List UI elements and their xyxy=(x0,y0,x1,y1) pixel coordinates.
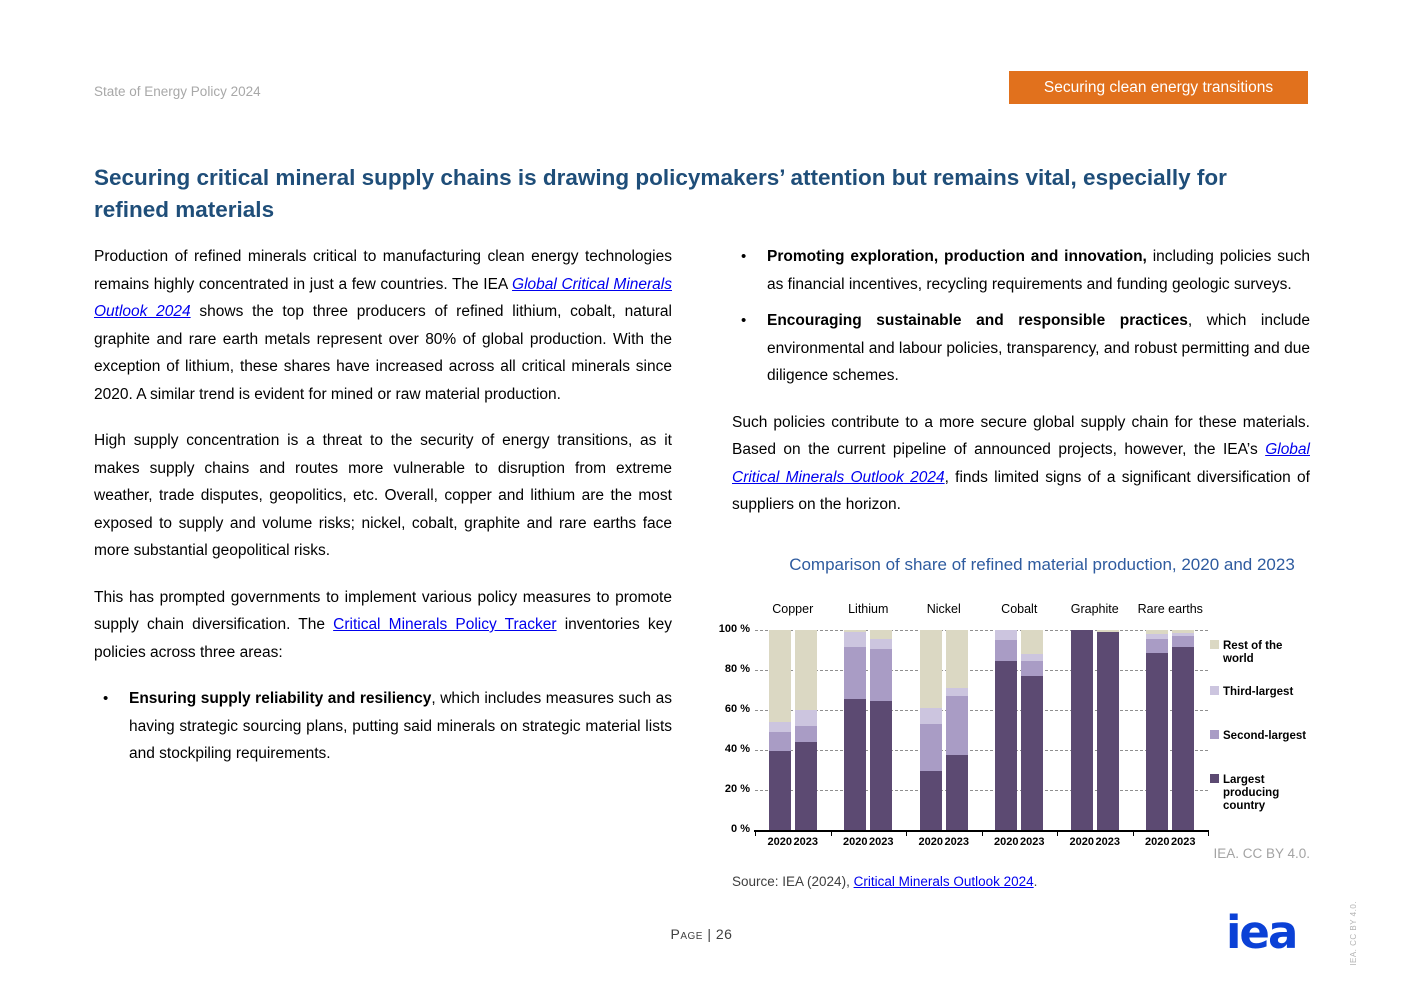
bullet-rest-text: including policies such as financial incentives, recycling requirements and funding geologic surveys. xyxy=(767,248,1310,293)
bar-segment xyxy=(1172,636,1194,647)
bar-segment xyxy=(946,688,968,696)
bar-segment xyxy=(795,630,817,710)
bar-segment xyxy=(946,696,968,755)
bar-segment xyxy=(1172,633,1194,636)
axis-tick xyxy=(982,831,983,836)
bullet-bold-text: Encouraging sustainable and responsible practices xyxy=(767,312,1188,329)
left-column xyxy=(94,243,672,777)
y-tick-label: 60 % xyxy=(724,703,750,715)
bar-segment xyxy=(1071,630,1093,830)
gcmo-link[interactable]: Global Critical Minerals Outlook 2024 xyxy=(94,275,672,320)
bullet-bold-text: Ensuring supply reliability and resiliency xyxy=(129,690,432,707)
x-tick-label: 2023 xyxy=(1171,836,1196,848)
source-link[interactable]: Critical Minerals Outlook 2024 xyxy=(853,874,1034,889)
axis-tick xyxy=(906,831,907,836)
bullet-promoting xyxy=(732,243,1310,298)
y-tick-label: 80 % xyxy=(724,663,750,675)
bar-segment xyxy=(769,732,791,751)
paragraph-policy-measures xyxy=(94,584,672,667)
axis-tick xyxy=(755,831,756,836)
source-line xyxy=(732,874,1037,889)
rp-text-after: , finds limited signs of a significant diversification of suppliers on the horizon. xyxy=(732,468,1310,513)
legend-swatch xyxy=(1210,730,1219,739)
source-suffix: . xyxy=(1033,874,1038,889)
paragraph-such-policies xyxy=(732,409,1310,519)
x-tick-label: 2020 xyxy=(843,836,868,848)
bar-segment xyxy=(1146,639,1168,653)
bar-segment xyxy=(995,630,1017,640)
paragraph-production xyxy=(94,243,672,408)
bar-segment xyxy=(995,661,1017,830)
side-copyright: IEA. CC BY 4.0. xyxy=(1349,901,1358,966)
legend-item xyxy=(1210,730,1306,743)
bar-segment xyxy=(795,742,817,830)
category-label: Lithium xyxy=(848,602,889,616)
category-label: Copper xyxy=(772,602,814,616)
category-label: Rare earths xyxy=(1137,602,1203,616)
legend-swatch xyxy=(1210,774,1219,783)
bar-segment xyxy=(946,755,968,830)
bullet-rest-text: , which includes measures such as having strategic sourcing plans, putting said minerals on strategic material lists and stockpiling requirements. xyxy=(129,690,672,762)
bar-segment xyxy=(946,630,968,688)
x-tick-label: 2023 xyxy=(869,836,894,848)
y-tick-label: 0 % xyxy=(731,823,750,835)
x-tick-label: 2020 xyxy=(767,836,792,848)
bar-segment xyxy=(1146,630,1168,634)
iea-logo: iea xyxy=(1226,906,1297,959)
x-tick-label: 2020 xyxy=(994,836,1019,848)
bar-segment xyxy=(920,630,942,708)
bar-segment xyxy=(1021,630,1043,654)
rp-text-before: Such policies contribute to a more secure global supply chain for these materials. Based on the current pipeline of announced projects, however, the IEA’s xyxy=(732,413,1310,458)
section-banner: Securing clean energy transitions xyxy=(1009,71,1308,104)
category-label: Nickel xyxy=(926,602,961,616)
bar-segment xyxy=(870,649,892,701)
bar-segment xyxy=(870,639,892,649)
bar-segment xyxy=(795,710,817,726)
bar-segment xyxy=(769,751,791,830)
bar-segment xyxy=(1146,653,1168,830)
gridline-40 xyxy=(755,750,1208,751)
doc-title: State of Energy Policy 2024 xyxy=(94,84,261,99)
bar-segment xyxy=(844,632,866,647)
page-heading: Securing critical mineral supply chains is drawing policymakers’ attention but remains vital, especially for refined materials xyxy=(94,165,1227,222)
bar-segment xyxy=(920,771,942,830)
bar-segment xyxy=(844,699,866,830)
p3-text-after: inventories key policies across three areas: xyxy=(94,616,672,661)
y-tick-label: 40 % xyxy=(724,743,750,755)
y-tick-label: 100 % xyxy=(718,623,750,635)
bullet-rest-text: , which include environmental and labour policies, transparency, and robust permitting and due diligence schemes. xyxy=(767,312,1310,384)
bullet-encouraging xyxy=(732,307,1310,390)
axis-tick xyxy=(1057,831,1058,836)
bar-segment xyxy=(795,726,817,742)
bullet-bold-text: Promoting exploration, production and innovation, xyxy=(767,248,1147,265)
y-tick-label: 20 % xyxy=(724,783,750,795)
bar-segment xyxy=(844,630,866,632)
policy-tracker-link[interactable]: Critical Minerals Policy Tracker xyxy=(333,616,557,633)
bar-segment xyxy=(1021,661,1043,676)
axis-tick xyxy=(831,831,832,836)
p3-text-before: This has prompted governments to implement various policy measures to promote supply chain diversification. The xyxy=(94,588,672,633)
legend-label: Largest producing country xyxy=(1223,774,1280,812)
bar-segment xyxy=(870,701,892,830)
x-tick-label: 2023 xyxy=(793,836,818,848)
bullet-ensuring-supply xyxy=(94,685,672,768)
x-tick-label: 2023 xyxy=(944,836,969,848)
legend-swatch xyxy=(1210,686,1219,695)
paragraph-concentration: High supply concentration is a threat to the security of energy transitions, as it makes supply chains and routes more vulnerable to disruption from extreme weather, trade disputes, geopolitics, etc. Overall, copper and lithium are the most exposed to supply and volume risks; nickel, cobalt, graphite and rare earths face more substantial geopolitical risks. xyxy=(94,432,672,559)
source-prefix: Source: IEA (2024), xyxy=(732,874,854,889)
bar-segment xyxy=(1172,630,1194,633)
p1-text-after: shows the top three producers of refined lithium, cobalt, natural graphite and rare earth metals represent over 80% of global production. With the exception of lithium, these shares have increased across all critical minerals since 2020. A similar trend is evident for mined or raw material production. xyxy=(94,303,672,403)
legend-item xyxy=(1210,774,1279,813)
x-tick-label: 2020 xyxy=(1145,836,1170,848)
bar-segment xyxy=(870,630,892,639)
p1-text-before: Production of refined minerals critical to manufacturing clean energy technologies remains highly concentrated in just a few countries. The IEA xyxy=(94,248,672,293)
category-label: Graphite xyxy=(1070,602,1119,616)
bar-segment xyxy=(920,724,942,771)
page-number: Page | 26 xyxy=(670,926,733,942)
gcmo-link-2[interactable]: Global Critical Minerals Outlook 2024 xyxy=(732,441,1310,486)
x-tick-label: 2023 xyxy=(1095,836,1120,848)
bar-segment xyxy=(1172,647,1194,830)
legend-label: Third-largest xyxy=(1223,686,1294,698)
legend-item xyxy=(1210,640,1282,666)
right-column xyxy=(732,243,1310,538)
gridline-80 xyxy=(755,670,1208,671)
axis-tick xyxy=(1208,831,1209,836)
gridline-20 xyxy=(755,790,1208,791)
bar-segment xyxy=(769,630,791,722)
gridline-60 xyxy=(755,710,1208,711)
chart-title: Comparison of share of refined material production, 2020 and 2023 xyxy=(789,555,1295,574)
bar-segment xyxy=(1021,676,1043,830)
bar-segment xyxy=(1021,654,1043,661)
bar-segment xyxy=(1146,634,1168,639)
bar-segment xyxy=(844,647,866,699)
gridline-100 xyxy=(755,630,1208,631)
x-tick-label: 2020 xyxy=(1069,836,1094,848)
chart-credit: IEA. CC BY 4.0. xyxy=(1213,846,1310,861)
legend-swatch xyxy=(1210,640,1219,649)
x-tick-label: 2023 xyxy=(1020,836,1045,848)
legend-label: Second-largest xyxy=(1223,730,1307,742)
bar-segment xyxy=(920,708,942,724)
category-label: Cobalt xyxy=(1001,602,1038,616)
legend-item xyxy=(1210,686,1293,699)
bar-segment xyxy=(995,640,1017,661)
axis-tick xyxy=(1133,831,1134,836)
bar-segment xyxy=(769,722,791,732)
x-tick-label: 2020 xyxy=(918,836,943,848)
production-share-chart xyxy=(712,548,1372,872)
legend-label: Rest of the world xyxy=(1223,640,1283,665)
bar-segment xyxy=(1097,632,1119,830)
bar-segment xyxy=(1097,630,1119,632)
